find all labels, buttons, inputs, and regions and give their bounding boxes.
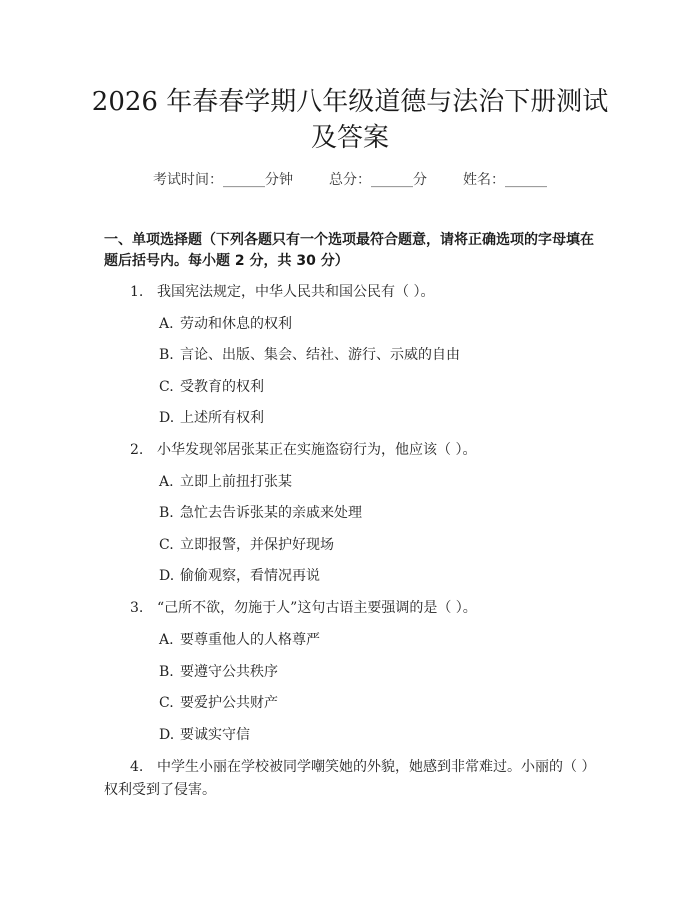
exam-meta	[0, 169, 700, 189]
question-text: “己所不欲，勿施于人”这句古语主要强调的是（ ）。	[157, 600, 477, 616]
section1-title-line1: 一、单项选择题（下列各题只有一个选项最符合题意，请将正确选项的字母填在	[104, 232, 594, 248]
option-letter: A.	[159, 632, 174, 648]
question-number: 1.	[130, 284, 144, 300]
question-4	[130, 757, 595, 777]
q1-option-c	[159, 377, 264, 397]
option-letter: D.	[159, 410, 175, 426]
q1-option-d	[159, 408, 264, 428]
q3-option-a	[159, 630, 320, 650]
question-text: 我国宪法规定，中华人民共和国公民有（ ）。	[157, 284, 435, 300]
total-score-field: 总分：______分	[329, 172, 427, 188]
exam-title-line1: 2026 年春春学期八年级道德与法治下册测试	[91, 87, 609, 117]
exam-time-field: 考试时间：______分钟	[153, 172, 293, 188]
option-letter: D.	[159, 727, 175, 743]
q2-option-d	[159, 566, 320, 586]
option-letter: C.	[159, 537, 174, 553]
q3-option-b	[159, 662, 278, 682]
option-text: 立即上前扭打张某	[180, 474, 292, 490]
option-letter: C.	[159, 379, 174, 395]
question-1	[130, 282, 434, 302]
q2-option-c	[159, 535, 334, 555]
section1-title-line2: 题后括号内。每小题 2 分，共 30 分）	[104, 253, 349, 269]
q1-option-b	[159, 345, 460, 365]
question-text: 中学生小丽在学校被同学嘲笑她的外貌，她感到非常难过。小丽的（ ）	[157, 759, 596, 775]
q1-option-a	[159, 314, 292, 334]
exam-title-line2: 及答案	[310, 123, 389, 153]
student-name-field: 姓名：______	[463, 172, 547, 188]
question-number: 3.	[130, 600, 144, 616]
option-text: 受教育的权利	[180, 379, 264, 395]
question-3	[130, 598, 477, 618]
option-text: 偷偷观察，看情况再说	[180, 568, 320, 584]
question-4-continuation: 权利受到了侵害。	[104, 782, 216, 798]
option-letter: B.	[159, 664, 174, 680]
option-text: 劳动和休息的权利	[180, 316, 292, 332]
option-letter: B.	[159, 505, 174, 521]
q2-option-b	[159, 503, 362, 523]
option-letter: A.	[159, 316, 174, 332]
option-text: 上述所有权利	[180, 410, 264, 426]
q2-option-a	[159, 472, 292, 492]
question-number: 4.	[130, 759, 144, 775]
question-number: 2.	[130, 442, 144, 458]
q3-option-d	[159, 725, 250, 745]
question-text: 小华发现邻居张某正在实施盗窃行为，他应该（ ）。	[157, 442, 477, 458]
q3-option-c	[159, 693, 278, 713]
option-letter: D.	[159, 568, 175, 584]
option-letter: C.	[159, 695, 174, 711]
question-2	[130, 440, 476, 460]
option-letter: B.	[159, 347, 174, 363]
option-text: 立即报警，并保护好现场	[180, 537, 334, 553]
option-text: 要爱护公共财产	[180, 695, 278, 711]
option-letter: A.	[159, 474, 174, 490]
option-text: 急忙去告诉张某的亲戚来处理	[180, 505, 362, 521]
option-text: 要诚实守信	[180, 727, 250, 743]
option-text: 要尊重他人的人格尊严	[180, 632, 320, 648]
option-text: 要遵守公共秩序	[180, 664, 278, 680]
option-text: 言论、出版、集会、结社、游行、示威的自由	[180, 347, 460, 363]
